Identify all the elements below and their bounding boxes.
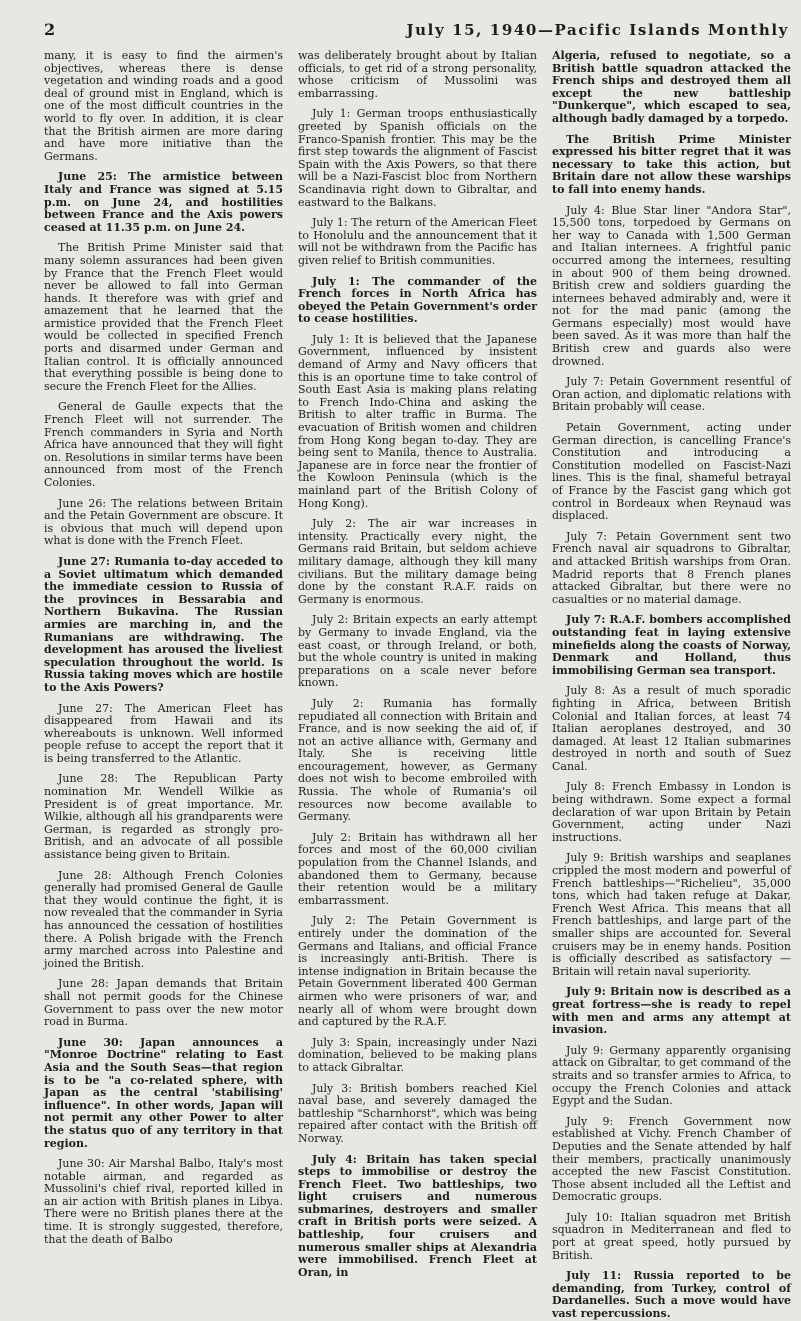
news-paragraph: June 26: The relations between Britain and the Petain Government are obscure. It is obvious that much will depend upon what is done with the French Fleet. bbox=[44, 496, 283, 548]
column-3 bbox=[552, 49, 791, 1321]
news-paragraph: many, it is easy to find the airmen's objectives, whereas there is dense vegetation and winding roads and a good deal of ground mist in England, which is one of the most difficult countries in the world to fly over. In addition, it is clear that the British airmen are more daring and have more initiative than the Germans. bbox=[44, 49, 283, 163]
news-paragraph: July 8: French Embassy in London is being withdrawn. Some expect a formal declaration of war upon Britain by Petain Government, acting under Nazi instructions. bbox=[552, 780, 791, 844]
news-paragraph: July 4: Britain has taken special steps to immobilise or destroy the French Fleet. Two battleships, two light cruisers and numerous submarines, destroyers and smaller craft in British ports were seized. A battleship, four cruisers and numerous smaller ships at Alexandria were immobilised. French Fleet at Oran, in bbox=[298, 1152, 537, 1279]
news-paragraph: July 4: Blue Star liner "Andora Star", 15,500 tons, torpedoed by Germans on her way to Canada with 1,500 German and Italian internees. A frightful panic occurred among the internees, resulting in about 900 of them being drowned. British crew and soldiers guarding the internees behaved admirably and, were it not for the mad panic (among the Germans especially) most would have been saved. As it was more than half the British crew and guards also were drowned. bbox=[552, 203, 791, 368]
news-paragraph: July 1: The commander of the French forces in North Africa has obeyed the Petain Government's order to cease hostilities. bbox=[298, 274, 537, 326]
news-paragraph: Petain Government, acting under German direction, is cancelling France's Constitution and introducing a Constitution modelled on Fascist-Nazi lines. This is the final, shameful betrayal of France by the Fascist gang which got control in Bordeaux when Reynaud was displaced. bbox=[552, 421, 791, 523]
news-paragraph: July 3: British bombers reached Kiel naval base, and severely damaged the battleship "Scharnhorst", which was being repaired after contact with the British off Norway. bbox=[298, 1081, 537, 1145]
news-paragraph: June 27: The American Fleet has disappeared from Hawaii and its whereabouts is unknown. Well informed people refuse to accept the report that it is being transferred to the Atlantic. bbox=[44, 701, 283, 765]
news-paragraph: July 11: Russia reported to be demanding, from Turkey, control of Dardanelles. Such a move would have vast repercussions. bbox=[552, 1269, 791, 1321]
page-number: 2 bbox=[44, 20, 56, 39]
news-paragraph: July 9: French Government now established at Vichy. French Chamber of Deputies and the Senate attended by half their members, practically unanimously accepted the new Fascist Constitution. Those absent included all the Leftist and Democratic groups. bbox=[552, 1114, 791, 1204]
news-paragraph: July 1: German troops enthusiastically greeted by Spanish officials on the Franco-Spanish frontier. This may be the first step towards the alignment of Fascist Spain with the Axis Powers, so that there will be a Nazi-Fascist bloc from Northern Scandinavia right down to Gibraltar, and eastward to the Balkans. bbox=[298, 107, 537, 209]
news-paragraph: July 7: Petain Government resentful of Oran action, and diplomatic relations with Britain probably will cease. bbox=[552, 375, 791, 414]
news-paragraph: July 2: Britain expects an early attempt by Germany to invade England, via the east coast, or through Ireland, or both, but the whole country is united in making preparations on a scale never before known. bbox=[298, 613, 537, 690]
column-2 bbox=[298, 49, 537, 1279]
news-paragraph: July 7: Petain Government sent two French naval air squadrons to Gibraltar, and attacked British warships from Oran. Madrid reports that 8 French planes attacked Gibraltar, but there were no casualties or no material damage. bbox=[552, 529, 791, 606]
news-paragraph: July 2: The air war increases in intensity. Practically every night, the Germans raid Britain, but seldom achieve military damage, although they kill many civilians. But the military damage being done by the constant R.A.F. raids on Germany is enormous. bbox=[298, 517, 537, 606]
news-paragraph: July 7: R.A.F. bombers accomplished outstanding feat in laying extensive minefields along the coasts of Norway, Denmark and Holland, thus immobilising German sea transport. bbox=[552, 613, 791, 677]
news-paragraph: General de Gaulle expects that the French Fleet will not surrender. The French commanders in Syria and North Africa have announced that they will fight on. Resolutions in similar terms have been announced from most of the French Colonies. bbox=[44, 400, 283, 489]
news-paragraph: July 9: British warships and seaplanes crippled the most modern and powerful of French battleships—"Richelieu", 35,000 tons, which had taken refuge at Dakar, French West Africa. This means that all French battleships, and large part of the smaller ships are accounted for. Several cruisers may be in enemy hands. Position is officially described as satisfactory —Britain will retain naval superiority. bbox=[552, 851, 791, 978]
news-paragraph: July 8: As a result of much sporadic fighting in Africa, between British Colonial and Italian forces, at least 74 Italian aeroplanes destroyed, and 30 damaged. At least 12 Italian submarines destroyed in north and south of Suez Canal. bbox=[552, 684, 791, 773]
news-paragraph: July 2: The Petain Government is entirely under the domination of the Germans and Italians, and official France is increasingly anti-British. There is intense indignation in Britain because the Petain Government liberated 400 German airmen who were prisoners of war, and nearly all of whom were brought down and captured by the R.A.F. bbox=[298, 914, 537, 1029]
news-paragraph: The British Prime Minister expressed his bitter regret that it was necessary to take this action, but Britain dare not allow these warships to fall into enemy hands. bbox=[552, 132, 791, 196]
news-paragraph: June 28: Japan demands that Britain shall not permit goods for the Chinese Government to pass over the new motor road in Burma. bbox=[44, 977, 283, 1029]
running-head: July 15, 1940—Pacific Islands Monthly bbox=[406, 21, 789, 39]
news-paragraph: Algeria, refused to negotiate, so a British battle squadron attacked the French ships and destroyed them all except the new battleship "Dunkerque", which escaped to sea, although badly damaged by a torpedo. bbox=[552, 49, 791, 125]
news-paragraph: June 30: Japan announces a "Monroe Doctrine" relating to East Asia and the South Seas—that region is to be "a co-related sphere, with Japan as the central 'stabilising' influence". In other words, Japan will not permit any other Power to alter the status quo of any territory in that region. bbox=[44, 1035, 283, 1150]
news-paragraph: The British Prime Minister said that many solemn assurances had been given by France that the French Fleet would never be allowed to fall into German hands. It therefore was with grief and amazement that he learned that the armistice provided that the French Fleet would be collected in specified French ports and disarmed under German and Italian control. It is officially announced that everything possible is being done to secure the French Fleet for the Allies. bbox=[44, 241, 283, 393]
news-paragraph: July 9: Britain now is described as a great fortress—she is ready to repel with men and arms any attempt at invasion. bbox=[552, 985, 791, 1037]
news-paragraph: July 1: It is believed that the Japanese Government, influenced by insistent demand of Army and Navy officers that this is an oportune time to take control of South East Asia is making plans relating to French Indo-China and asking the British to alter traffic in Burma. The evacuation of British women and children from Hong Kong began to-day. They are being sent to Manila, thence to Australia. Japanese are in force near the frontier of the Kowloon Peninsula (which is the mainland part of the British Colony of Hong Kong). bbox=[298, 332, 537, 510]
news-paragraph: June 27: Rumania to-day acceded to a Soviet ultimatum which demanded the immediate cession to Russia of the provinces in Bessarabia and Northern Bukavina. The Russian armies are marching in, and the Rumanians are withdrawing. The development has aroused the liveliest speculation throughout the world. Is Russia taking moves which are hostile to the Axis Powers? bbox=[44, 554, 283, 694]
news-paragraph: June 25: The armistice between Italy and France was signed at 5.15 p.m. on June 24, and hostilities between France and the Axis powers ceased at 11.35 p.m. on June 24. bbox=[44, 170, 283, 234]
news-paragraph: July 1: The return of the American Fleet to Honolulu and the announcement that it will not be withdrawn from the Pacific has given relief to British communities. bbox=[298, 216, 537, 267]
news-paragraph: July 2: Britain has withdrawn all her forces and most of the 60,000 civilian population from the Channel Islands, and abandoned them to Germany, because their retention would be a military embarrassment. bbox=[298, 830, 537, 907]
news-paragraph: was deliberately brought about by Italian officials, to get rid of a strong personality, whose criticism of Mussolini was embarrassing. bbox=[298, 49, 537, 100]
news-paragraph: July 2: Rumania has formally repudiated all connection with Britain and France, and is now seeking the aid of, if not an active alliance with, Germany and Italy. She is receiving little encouragement, however, as Germany does not wish to become embroiled with Russia. The whole of Rumania's oil resources now become available to Germany. bbox=[298, 696, 537, 824]
news-paragraph: July 10: Italian squadron met British squadron in Mediterranean and fled to port at great speed, hotly pursued by British. bbox=[552, 1210, 791, 1262]
news-paragraph: June 28: Although French Colonies generally had promised General de Gaulle that they would continue the fight, it is now revealed that the commander in Syria has announced the cessation of hostilities there. A Polish brigade with the French army marched across into Palestine and joined the British. bbox=[44, 868, 283, 970]
news-paragraph: July 9: Germany apparently organising attack on Gibraltar, to get command of the straits and so transfer armies to Africa, to occupy the French Colonies and attack Egypt and the Sudan. bbox=[552, 1043, 791, 1108]
news-paragraph: June 28: The Republican Party nomination Mr. Wendell Wilkie as President is of great importance. Mr. Wilkie, although all his grandparents were German, is regarded as strongly pro-British, and an advocate of all possible assistance being given to Britain. bbox=[44, 772, 283, 862]
page-header bbox=[44, 20, 789, 40]
news-paragraph: June 30: Air Marshal Balbo, Italy's most notable airman, and regarded as Mussolini's chief rival, reported killed in an air action with British planes in Libya. There were no British planes there at the time. It is strongly suggested, therefore, that the death of Balbo bbox=[44, 1157, 283, 1246]
news-paragraph: July 3: Spain, increasingly under Nazi domination, believed to be making plans to attack Gibraltar. bbox=[298, 1035, 537, 1074]
column-1 bbox=[44, 49, 283, 1246]
article-columns bbox=[44, 49, 791, 1321]
